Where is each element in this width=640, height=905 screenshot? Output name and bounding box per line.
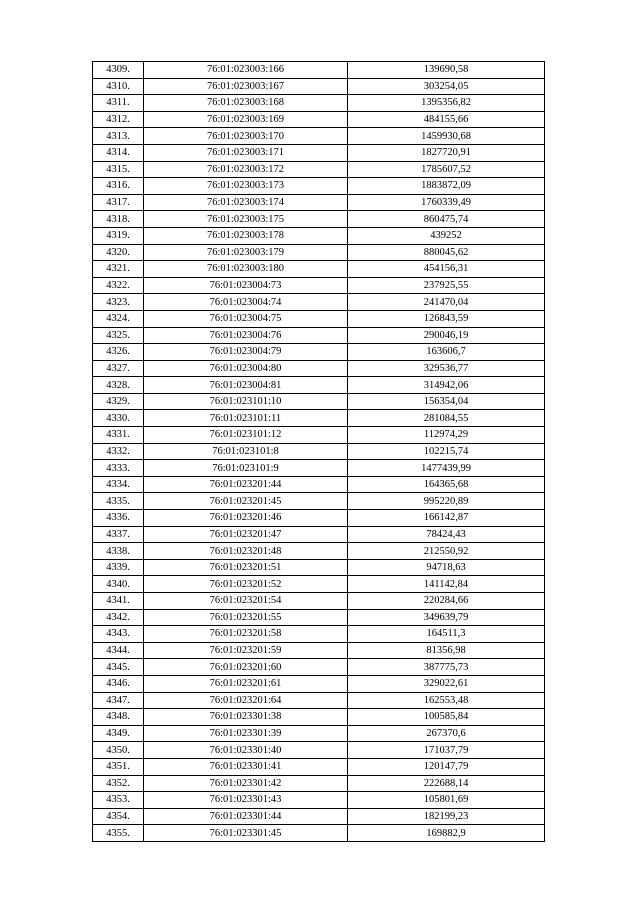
row-number-cell: 4328. <box>93 377 144 394</box>
table-row <box>93 178 545 195</box>
row-number-cell: 4354. <box>93 808 144 825</box>
cadastral-value-cell: 212550,92 <box>348 543 545 560</box>
table-row <box>93 675 545 692</box>
table-row <box>93 144 545 161</box>
cadastral-number-cell: 76:01:023101:10 <box>144 393 348 410</box>
cadastral-number-cell: 76:01:023003:168 <box>144 95 348 112</box>
cadastral-value-cell: 163606,7 <box>348 344 545 361</box>
row-number-cell: 4316. <box>93 178 144 195</box>
cadastral-number-cell: 76:01:023301:41 <box>144 758 348 775</box>
table-row <box>93 825 545 842</box>
row-number-cell: 4342. <box>93 609 144 626</box>
cadastral-value-cell: 281084,55 <box>348 410 545 427</box>
cadastral-number-cell: 76:01:023201:55 <box>144 609 348 626</box>
cadastral-number-cell: 76:01:023301:42 <box>144 775 348 792</box>
row-number-cell: 4309. <box>93 62 144 79</box>
row-number-cell: 4317. <box>93 194 144 211</box>
cadastral-number-cell: 76:01:023003:166 <box>144 62 348 79</box>
cadastral-number-cell: 76:01:023201:58 <box>144 626 348 643</box>
cadastral-number-cell: 76:01:023004:74 <box>144 294 348 311</box>
row-number-cell: 4338. <box>93 543 144 560</box>
table-row <box>93 211 545 228</box>
row-number-cell: 4335. <box>93 493 144 510</box>
cadastral-number-cell: 76:01:023004:75 <box>144 310 348 327</box>
cadastral-value-cell: 1785607,52 <box>348 161 545 178</box>
row-number-cell: 4322. <box>93 277 144 294</box>
row-number-cell: 4355. <box>93 825 144 842</box>
cadastral-value-cell: 1827720,91 <box>348 144 545 161</box>
table-row <box>93 493 545 510</box>
cadastral-value-cell: 484155,66 <box>348 111 545 128</box>
row-number-cell: 4341. <box>93 593 144 610</box>
table-row <box>93 78 545 95</box>
cadastral-number-cell: 76:01:023201:47 <box>144 526 348 543</box>
row-number-cell: 4318. <box>93 211 144 228</box>
cadastral-value-cell: 164365,68 <box>348 476 545 493</box>
row-number-cell: 4321. <box>93 261 144 278</box>
table-row <box>93 377 545 394</box>
cadastral-value-cell: 156354,04 <box>348 393 545 410</box>
row-number-cell: 4353. <box>93 792 144 809</box>
row-number-cell: 4314. <box>93 144 144 161</box>
row-number-cell: 4332. <box>93 443 144 460</box>
cadastral-value-cell: 439252 <box>348 227 545 244</box>
table-row <box>93 294 545 311</box>
table-row <box>93 244 545 261</box>
cadastral-number-cell: 76:01:023301:40 <box>144 742 348 759</box>
row-number-cell: 4334. <box>93 476 144 493</box>
row-number-cell: 4323. <box>93 294 144 311</box>
cadastral-number-cell: 76:01:023201:51 <box>144 559 348 576</box>
cadastral-value-cell: 120147,79 <box>348 758 545 775</box>
row-number-cell: 4350. <box>93 742 144 759</box>
table-row <box>93 327 545 344</box>
row-number-cell: 4346. <box>93 675 144 692</box>
row-number-cell: 4336. <box>93 510 144 527</box>
table-row <box>93 95 545 112</box>
cadastral-number-cell: 76:01:023201:44 <box>144 476 348 493</box>
table-row <box>93 360 545 377</box>
cadastral-number-cell: 76:01:023004:76 <box>144 327 348 344</box>
table-row <box>93 626 545 643</box>
row-number-cell: 4344. <box>93 642 144 659</box>
row-number-cell: 4325. <box>93 327 144 344</box>
row-number-cell: 4333. <box>93 460 144 477</box>
table-row <box>93 642 545 659</box>
cadastral-value-cell: 237925,55 <box>348 277 545 294</box>
table-row <box>93 227 545 244</box>
cadastral-value-cell: 166142,87 <box>348 510 545 527</box>
cadastral-number-cell: 76:01:023201:60 <box>144 659 348 676</box>
table-row <box>93 393 545 410</box>
table-row <box>93 277 545 294</box>
cadastral-value-cell: 139690,58 <box>348 62 545 79</box>
cadastral-value-table <box>92 61 545 842</box>
table-row <box>93 775 545 792</box>
row-number-cell: 4337. <box>93 526 144 543</box>
cadastral-value-cell: 169882,9 <box>348 825 545 842</box>
row-number-cell: 4312. <box>93 111 144 128</box>
cadastral-value-cell: 220284,66 <box>348 593 545 610</box>
cadastral-number-cell: 76:01:023003:169 <box>144 111 348 128</box>
table-row <box>93 128 545 145</box>
cadastral-number-cell: 76:01:023004:80 <box>144 360 348 377</box>
cadastral-value-cell: 1395356,82 <box>348 95 545 112</box>
cadastral-number-cell: 76:01:023003:178 <box>144 227 348 244</box>
table-row <box>93 427 545 444</box>
table-row <box>93 111 545 128</box>
table-row <box>93 609 545 626</box>
cadastral-number-cell: 76:01:023003:174 <box>144 194 348 211</box>
cadastral-number-cell: 76:01:023003:179 <box>144 244 348 261</box>
row-number-cell: 4340. <box>93 576 144 593</box>
table-row <box>93 593 545 610</box>
cadastral-number-cell: 76:01:023101:8 <box>144 443 348 460</box>
row-number-cell: 4320. <box>93 244 144 261</box>
cadastral-number-cell: 76:01:023004:81 <box>144 377 348 394</box>
cadastral-number-cell: 76:01:023003:171 <box>144 144 348 161</box>
row-number-cell: 4310. <box>93 78 144 95</box>
row-number-cell: 4311. <box>93 95 144 112</box>
table-row <box>93 443 545 460</box>
cadastral-value-cell: 1459930,68 <box>348 128 545 145</box>
cadastral-number-cell: 76:01:023201:61 <box>144 675 348 692</box>
table-row <box>93 161 545 178</box>
cadastral-value-cell: 182199,23 <box>348 808 545 825</box>
cadastral-value-cell: 222688,14 <box>348 775 545 792</box>
row-number-cell: 4349. <box>93 725 144 742</box>
row-number-cell: 4329. <box>93 393 144 410</box>
cadastral-number-cell: 76:01:023301:43 <box>144 792 348 809</box>
cadastral-value-cell: 164511,3 <box>348 626 545 643</box>
cadastral-number-cell: 76:01:023201:52 <box>144 576 348 593</box>
table-row <box>93 194 545 211</box>
row-number-cell: 4331. <box>93 427 144 444</box>
cadastral-number-cell: 76:01:023201:48 <box>144 543 348 560</box>
row-number-cell: 4352. <box>93 775 144 792</box>
row-number-cell: 4343. <box>93 626 144 643</box>
cadastral-number-cell: 76:01:023201:59 <box>144 642 348 659</box>
cadastral-number-cell: 76:01:023003:180 <box>144 261 348 278</box>
table-row <box>93 576 545 593</box>
cadastral-value-cell: 81356,98 <box>348 642 545 659</box>
table-row <box>93 725 545 742</box>
table-row <box>93 510 545 527</box>
row-number-cell: 4339. <box>93 559 144 576</box>
cadastral-value-cell: 387775,73 <box>348 659 545 676</box>
table-row <box>93 659 545 676</box>
cadastral-number-cell: 76:01:023301:39 <box>144 725 348 742</box>
table-row <box>93 460 545 477</box>
cadastral-number-cell: 76:01:023301:44 <box>144 808 348 825</box>
table-body <box>93 62 545 842</box>
cadastral-value-cell: 105801,69 <box>348 792 545 809</box>
cadastral-number-cell: 76:01:023003:172 <box>144 161 348 178</box>
cadastral-value-cell: 995220,89 <box>348 493 545 510</box>
cadastral-number-cell: 76:01:023003:173 <box>144 178 348 195</box>
table-row <box>93 543 545 560</box>
cadastral-number-cell: 76:01:023201:45 <box>144 493 348 510</box>
cadastral-number-cell: 76:01:023003:175 <box>144 211 348 228</box>
cadastral-number-cell: 76:01:023004:73 <box>144 277 348 294</box>
cadastral-number-cell: 76:01:023003:170 <box>144 128 348 145</box>
table-row <box>93 792 545 809</box>
row-number-cell: 4330. <box>93 410 144 427</box>
table-row <box>93 62 545 79</box>
row-number-cell: 4348. <box>93 709 144 726</box>
table-row <box>93 808 545 825</box>
cadastral-value-cell: 314942,06 <box>348 377 545 394</box>
cadastral-value-cell: 112974,29 <box>348 427 545 444</box>
cadastral-number-cell: 76:01:023201:54 <box>144 593 348 610</box>
cadastral-value-cell: 1760339,49 <box>348 194 545 211</box>
cadastral-value-cell: 1477439,99 <box>348 460 545 477</box>
cadastral-number-cell: 76:01:023301:38 <box>144 709 348 726</box>
cadastral-value-cell: 860475,74 <box>348 211 545 228</box>
cadastral-number-cell: 76:01:023101:11 <box>144 410 348 427</box>
table-row <box>93 410 545 427</box>
cadastral-value-cell: 880045,62 <box>348 244 545 261</box>
cadastral-number-cell: 76:01:023101:12 <box>144 427 348 444</box>
cadastral-value-cell: 94718,63 <box>348 559 545 576</box>
row-number-cell: 4347. <box>93 692 144 709</box>
row-number-cell: 4324. <box>93 310 144 327</box>
cadastral-value-cell: 126843,59 <box>348 310 545 327</box>
row-number-cell: 4351. <box>93 758 144 775</box>
cadastral-value-cell: 102215,74 <box>348 443 545 460</box>
table-row <box>93 758 545 775</box>
cadastral-number-cell: 76:01:023004:79 <box>144 344 348 361</box>
cadastral-value-cell: 162553,48 <box>348 692 545 709</box>
row-number-cell: 4313. <box>93 128 144 145</box>
cadastral-value-cell: 241470,04 <box>348 294 545 311</box>
table-row <box>93 344 545 361</box>
table-row <box>93 526 545 543</box>
table-row <box>93 559 545 576</box>
cadastral-value-cell: 329022,61 <box>348 675 545 692</box>
row-number-cell: 4326. <box>93 344 144 361</box>
row-number-cell: 4327. <box>93 360 144 377</box>
cadastral-value-cell: 329536,77 <box>348 360 545 377</box>
cadastral-number-cell: 76:01:023201:64 <box>144 692 348 709</box>
cadastral-number-cell: 76:01:023101:9 <box>144 460 348 477</box>
row-number-cell: 4315. <box>93 161 144 178</box>
cadastral-value-cell: 1883872,09 <box>348 178 545 195</box>
cadastral-value-cell: 171037,79 <box>348 742 545 759</box>
cadastral-value-cell: 267370,6 <box>348 725 545 742</box>
row-number-cell: 4319. <box>93 227 144 244</box>
cadastral-number-cell: 76:01:023201:46 <box>144 510 348 527</box>
table-row <box>93 709 545 726</box>
cadastral-value-cell: 100585,84 <box>348 709 545 726</box>
cadastral-value-cell: 349639,79 <box>348 609 545 626</box>
table-row <box>93 476 545 493</box>
cadastral-value-cell: 141142,84 <box>348 576 545 593</box>
cadastral-number-cell: 76:01:023301:45 <box>144 825 348 842</box>
cadastral-value-cell: 290046,19 <box>348 327 545 344</box>
cadastral-number-cell: 76:01:023003:167 <box>144 78 348 95</box>
table-row <box>93 692 545 709</box>
cadastral-value-cell: 303254,05 <box>348 78 545 95</box>
table-row <box>93 742 545 759</box>
row-number-cell: 4345. <box>93 659 144 676</box>
table-row <box>93 310 545 327</box>
cadastral-value-cell: 78424,43 <box>348 526 545 543</box>
table-row <box>93 261 545 278</box>
cadastral-value-cell: 454156,31 <box>348 261 545 278</box>
